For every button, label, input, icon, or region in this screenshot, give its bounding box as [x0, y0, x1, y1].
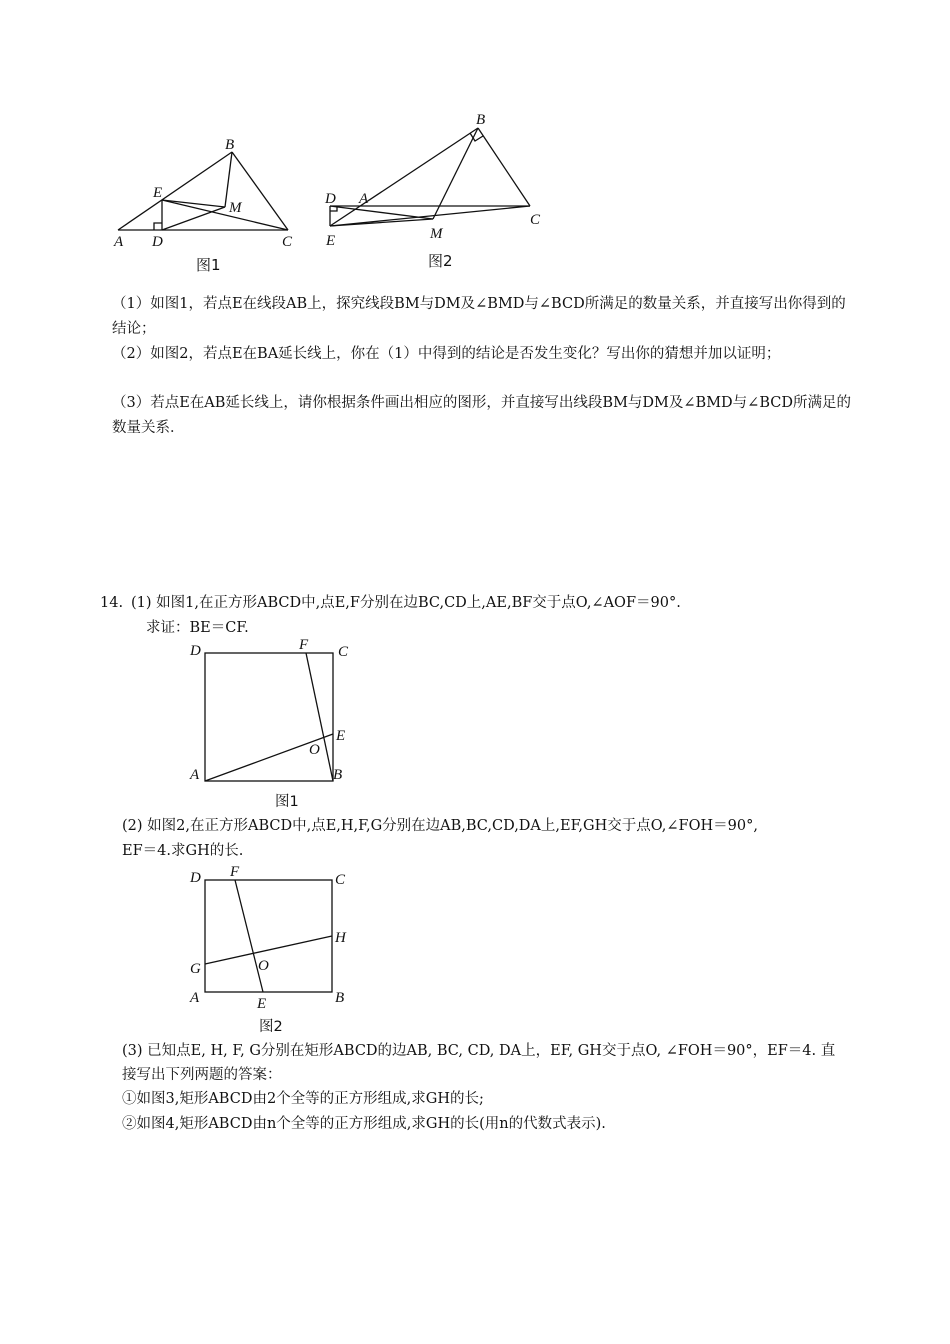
q14-part1-line1: (1) 如图1,在正方形ABCD中,点E,F分别在边BC,CD上,AE,BF交于点O,∠AOF＝90°.: [131, 595, 681, 611]
q14-part2-line2: EF＝4.求GH的长.: [122, 843, 244, 859]
q14-part2-line1: (2) 如图2,在正方形ABCD中,点E,H,F,G分别在边AB,BC,CD,DA上,EF,GH交于点O,∠FOH＝90°,: [122, 818, 758, 834]
q13-f1-label-e: E: [153, 185, 163, 201]
q13-f1-label-b: B: [225, 137, 235, 153]
q13-figure-1-drawing: [110, 135, 310, 280]
q14-f1-caption: 图1: [275, 794, 299, 810]
q13-f1-caption: 图1: [196, 256, 221, 274]
q13-part2: （2）如图2，若点E在BA延长线上，你在（1）中得到的结论是否发生变化？写出你的猜想并加以证明；: [112, 346, 781, 362]
q14-number: 14.: [100, 595, 124, 611]
q14-f2-label-e: E: [257, 996, 267, 1012]
q13-f2-label-a: A: [359, 191, 369, 207]
q13-f1-label-a: A: [114, 234, 124, 250]
q14-f1-label-d: D: [190, 643, 201, 659]
q14-figure-1: [185, 638, 365, 813]
q14-part3-item2: ②如图4,矩形ABCD由n个全等的正方形组成,求GH的长(用n的代数式表示).: [122, 1116, 606, 1132]
q14-f2-label-f: F: [230, 864, 240, 880]
q14-figure-2: [185, 864, 365, 1014]
q13-f1-label-m: M: [229, 200, 242, 216]
q14-f1-label-o: O: [309, 742, 320, 758]
q14-f1-label-f: F: [299, 637, 309, 653]
q13-f2-label-c: C: [530, 212, 541, 228]
q14-part1-line2: 求证：BE＝CF.: [146, 620, 249, 636]
q13-figure-1: [110, 135, 310, 280]
q13-figure-2: [320, 108, 560, 278]
q14-f1-label-c: C: [338, 644, 349, 660]
q13-f2-label-b: B: [476, 112, 486, 128]
q14-f2-label-g: G: [190, 961, 201, 977]
q13-f1-label-d: D: [152, 234, 163, 250]
q14-f2-caption: 图2: [259, 1019, 283, 1035]
q13-f2-caption: 图2: [428, 252, 453, 270]
q14-part3-line1: (3) 已知点E, H, F, G分别在矩形ABCD的边AB, BC, CD, DA上，EF, GH交于点O, ∠FOH＝90°，EF＝4. 直: [122, 1043, 836, 1059]
q14-figure-2-drawing: [185, 864, 365, 1014]
q14-f2-label-d: D: [190, 870, 201, 886]
q14-f2-label-a: A: [190, 990, 200, 1006]
q14-f1-label-e: E: [336, 728, 346, 744]
q14-f2-label-h: H: [335, 930, 346, 946]
q13-f2-label-d: D: [325, 191, 336, 207]
q14-figure-1-drawing: [185, 638, 365, 813]
q14-f2-label-b: B: [335, 990, 345, 1006]
q13-f1-label-c: C: [282, 234, 293, 250]
q14-f1-label-a: A: [190, 767, 200, 783]
q13-f2-label-m: M: [430, 226, 443, 242]
q14-part3-line2: 接写出下列两题的答案：: [122, 1067, 282, 1083]
q13-figure-2-drawing: [320, 108, 560, 278]
q13-part3: （3）若点E在AB延长线上，请你根据条件画出相应的图形，并直接写出线段BM与DM及∠BMD与∠BCD所满足的数量关系．: [112, 395, 851, 436]
q13-f2-label-e: E: [326, 233, 336, 249]
q13-part1: （1）如图1，若点E在线段AB上，探究线段BM与DM及∠BMD与∠BCD所满足的数量关系，并直接写出你得到的结论；: [112, 296, 846, 337]
q14-f2-label-c: C: [335, 872, 346, 888]
q14-f1-label-b: B: [333, 767, 343, 783]
q14-part3-item1: ①如图3,矩形ABCD由2个全等的正方形组成,求GH的长;: [122, 1091, 484, 1107]
q14-f2-label-o: O: [258, 958, 269, 974]
